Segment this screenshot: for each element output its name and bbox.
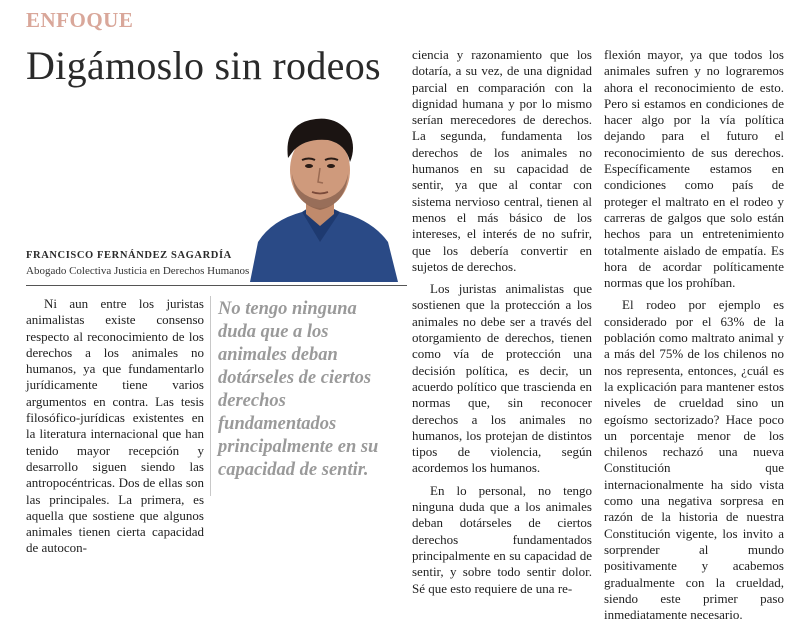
author-photo [232,92,408,282]
article-column-1 [26,296,204,557]
paragraph: ciencia y razonamiento que los dotaría, a su vez, de una dignidad parcial en comparación con la dignidad humana y por lo mismo serían merecedores de derechos. La segunda, fundamenta los derechos de los animales no humanos en su capacidad de sentir, ya que al contar con sistema nervioso central, tienen al menos el más básico de los intereses, el interés de no sufrir, que los debería convertir en sujetos de derechos. [412,47,592,274]
paragraph: En lo personal, no tengo ninguna duda que a los animales deban dotárseles de ciertos derechos fundamentados principalmente en su capacidad de sentir, y sobre todo sentir dolor. Sé que esto requiere de una re- [412,482,592,596]
article-column-3 [604,47,784,623]
paragraph: Ni aun entre los juristas animalistas existe consenso respecto al reconocimiento de los derechos a los animales no humanos, ya que fundamentarlo jurídicamente tiene varios argumentos en contra. Las tesis filosófico-jurídicas existentes en la literatura internacional que han tenido mayor recepción y desarrollo siguen siendo las antropocéntricas. Dos de ellas son las principales. La primera, es aquella que sostiene que algunos animales tienen cierta capacidad de autocon- [26,296,204,556]
paragraph: El rodeo por ejemplo es considerado por el 63% de la población como maltrato animal y a más del 75% de los chilenos no nos representa, entonces, ¿cuál es la explicación para mantener estos niveles de crueldad sino un egoísmo sectorizado? Hace poco un porcentaje menor de los chilenos rechazó una nueva Constitución que internacionalmente ha sido vista como una negativa sorpresa en razón de la historia de nuestra Constitución vigente, los invito a sorprender al mundo positivamente y acabemos gradualmente con la crueldad, siendo este primer paso inmediatamente necesario. [604,297,784,623]
author-name: FRANCISCO FERNÁNDEZ SAGARDÍA [26,250,232,261]
headline: Digámoslo sin rodeos [26,43,381,88]
byline-divider [26,285,407,286]
quote-divider [210,296,211,496]
author-byline [26,250,249,277]
paragraph: Los juristas animalistas que sostienen que la protección a los animales no debe ser a través del otorgamiento de derechos, tienen como vía de protección una decisión política, es decir, un acuerdo político que trascienda en normas que, sin reconocer derechos a los animales no humanos, los protejan de distintos tipos de violencia, según acordemos los humanos. [412,281,592,476]
article-column-2 [412,47,592,597]
pull-quote: No tengo ninguna duda que a los animales deban dotárseles de ciertos derechos fundamentados principalmente en su capacidad de sentir. [218,299,379,480]
paragraph: flexión mayor, ya que todos los animales sufren y no lograremos ahora el reconocimiento de esto. Pero si estamos en condiciones de hacer algo por la vía política dejando para el futuro el reconocimiento de sus derechos. Específicamente estamos en condiciones como país de proteger el maltrato en el rodeo y carreras de galgos que solo están hechos para un entretenimiento totalmente aislado de empatía. Es hora de acordar políticamente normas que los prohíban. [604,47,784,291]
author-role: Abogado Colectiva Justicia en Derechos Humanos [26,265,250,277]
section-label: ENFOQUE [26,8,134,32]
